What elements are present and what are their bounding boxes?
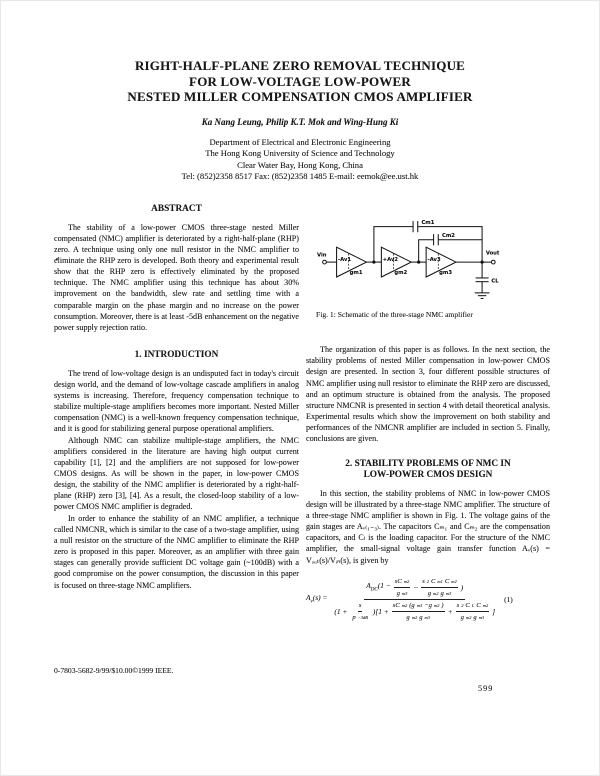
equation-term: g m2 g m3 (427, 589, 452, 597)
vin-label: Vin (317, 252, 327, 259)
left-column (54, 204, 299, 591)
vout-label: Vout (485, 250, 500, 257)
affiliation-contact: Tel: (852)2358 8517 Fax: (852)2358 1485 E-mail: eemok@ee.ust.hk (181, 171, 419, 181)
organization-paragraph: The organization of this paper is as follows. In the next section, the stability problems of nested Miller compensation in low-power CMOS design are presented. In section 3, four different possible structures of NMC amplifier using null resistor to eliminate the RHP zero are discussed, and an optimum structure is obtained from the analysis. The proposed structure NMCNR is presented in section 4 with detail theoretical analysis. Experimental results which show the improvement on both stability and performances of the NMCNR amplifier are included in section 5. Finally, conclusions are given. (306, 345, 550, 444)
authors-line: Ka Nang Leung, Philip K.T. Mok and Wing-Hung Ki (201, 116, 399, 127)
equation-term: ) (460, 582, 464, 592)
equation-term: p −3dB (352, 614, 368, 622)
equation-term: s 2 C L C m2 (456, 600, 490, 612)
figure-1 (306, 208, 550, 320)
section2-paragraph: In this section, the stability problems of NMC in low-power CMOS design will be illustrated by a three-stage NMC amplifier. The structure of a three-stage NMC amplifier is shown in Fig. 1. The voltage gains of the gain stages are Aᵥ₍₁₋₃₎. The capacitors Cₘ₁ and Cₘ₂ are the compensation capacitors, and Cₗ is the loading capacitor. For the structure of the NMC amplifier, the small-signal voltage gain transfer function Aᵥ(s) = Vₒᵤₜ(s)/Vᵢₙ(s), is given by (306, 488, 550, 565)
equation-number: (1) (504, 594, 513, 604)
intro-paragraph-3: In order to enhance the stability of an NMC amplifier, a technique called NMCNR, which is similar to the case of a two-stage amplifier, using a null resistor on the structure of the NMC amplifier to eliminate the RHP zero is proposed in this paper. Moreover, as an amplifier with three gain stages can generally provide sufficient DC voltage gain (~100dB) with a good compromise on the power consumption, the discussion in this paper is focused on three-stage NMC amplifiers. (54, 513, 299, 590)
section2-heading-line-2: LOW-POWER CMOS DESIGN (363, 470, 493, 481)
equation-term: g m3 (396, 589, 408, 597)
cl-label: CL (491, 278, 499, 285)
equation-1 (306, 576, 550, 624)
vin-terminal (323, 260, 327, 264)
section2-heading (306, 459, 550, 482)
equation-term: g m2 g m3 (460, 614, 485, 622)
introduction-heading: 1. INTRODUCTION (134, 350, 219, 361)
cm2-label: Cm2 (441, 232, 455, 239)
stage1-gm-label: gm1 (349, 270, 363, 277)
equation-term: + (447, 607, 453, 617)
stage2-gm-label: gm2 (394, 270, 408, 277)
equation-term: (1 + (334, 607, 348, 617)
cm1-label: Cm1 (421, 219, 435, 226)
equation-term: sC m2 (g m3 −g m2 ) (392, 600, 445, 612)
affiliation-block (0, 137, 600, 183)
equation-term: − (413, 582, 419, 592)
affiliation-department: Department of Electrical and Electronic Engineering (209, 136, 391, 147)
vout-terminal (491, 260, 495, 264)
stage3-gm-label: gm3 (439, 270, 453, 277)
stage3-gain-label: -Av3 (427, 257, 441, 264)
equation-term: ] (492, 607, 496, 617)
abstract-heading: ABSTRACT (151, 204, 202, 214)
equation-term: g m2 g m3 (406, 614, 430, 622)
title-line-2: FOR LOW-VOLTAGE LOW-POWER (189, 73, 411, 89)
affiliation-address: Clear Water Bay, Hong Kong, China (237, 159, 363, 170)
equation-term: )[1 + (372, 607, 389, 617)
copyright-notice: 0-7803-5682-9/99/$10.00©1999 IEEE. (54, 666, 174, 675)
page-title (0, 58, 600, 105)
title-line-3: NESTED MILLER COMPENSATION CMOS AMPLIFIER (127, 89, 473, 104)
section2-heading-line-1: 2. STABILITY PROBLEMS OF NMC IN (345, 458, 511, 469)
figure-1-caption: Fig. 1: Schematic of the three-stage NMC amplifier (316, 310, 473, 319)
right-column (306, 204, 550, 623)
intro-paragraph-1: The trend of low-voltage design is an undisputed fact in today's circuit design world, and the demand of low-voltage cascade amplifiers in analog systems is increasing. Therefore, frequency compensation technique to stabilize multiple-stage amplifiers becomes more important. Nested Miller compensation (NMC) is a well-known frequency compensation technique, and it is good for stabilizing general purpose operational amplifiers. (54, 368, 299, 434)
page-number: 599 (478, 684, 494, 693)
affiliation-university: The Hong Kong University of Science and Technology (205, 148, 395, 158)
equation-term: sC m2 (394, 576, 410, 588)
intro-paragraph-2: Although NMC can stabilize multiple-stage amplifiers, the NMC amplifiers considered in the literature are having high output current capability [1], [2] and the amplifiers are not supposed for low-power CMOS designs. As will be shown in the paper, in low-power CMOS design, the stability of the NMC amplifier is deteriorated by a right-half-plane (RHP) zero [3], [4]. As a result, the closed-loop stability of a low-power CMOS NMC amplifier is degraded. (54, 435, 299, 512)
nmc-amplifier-schematic (316, 208, 540, 305)
equation-lhs: $A_v(s)$ = (306, 592, 328, 605)
equation-term: $A_{DC}(1$ − (366, 580, 391, 592)
equation-term: s (358, 600, 363, 612)
stage1-gain-label: -Av1 (337, 257, 352, 264)
stage2-gain-label: +Av2 (382, 257, 399, 264)
abstract-text: The stability of a low-power CMOS three-stage nested Miller compensated (NMC) amplifier is deteriorated by a right-half-plane (RHP) zero. A technique using only one null resistor in the NMC amplifier to eliminate the RHP zero is developed. Both theory and experimental result show that the RHP zero is effectively eliminated by the proposed technique. The NMC amplifier using this technique has about 30% improvement on the bandwidth, slew rate and settling time with a comparable margin on the phase margin and no increase on the power consumption. Moreover, there is at least -5dB enhancement on the negative power supply rejection ratio. (54, 222, 299, 332)
title-block (0, 58, 600, 183)
title-line-1: RIGHT-HALF-PLANE ZERO REMOVAL TECHNIQUE (134, 58, 466, 73)
equation-term: s 2 C m1 C m2 (421, 576, 458, 588)
equation-main-fraction (332, 576, 497, 624)
